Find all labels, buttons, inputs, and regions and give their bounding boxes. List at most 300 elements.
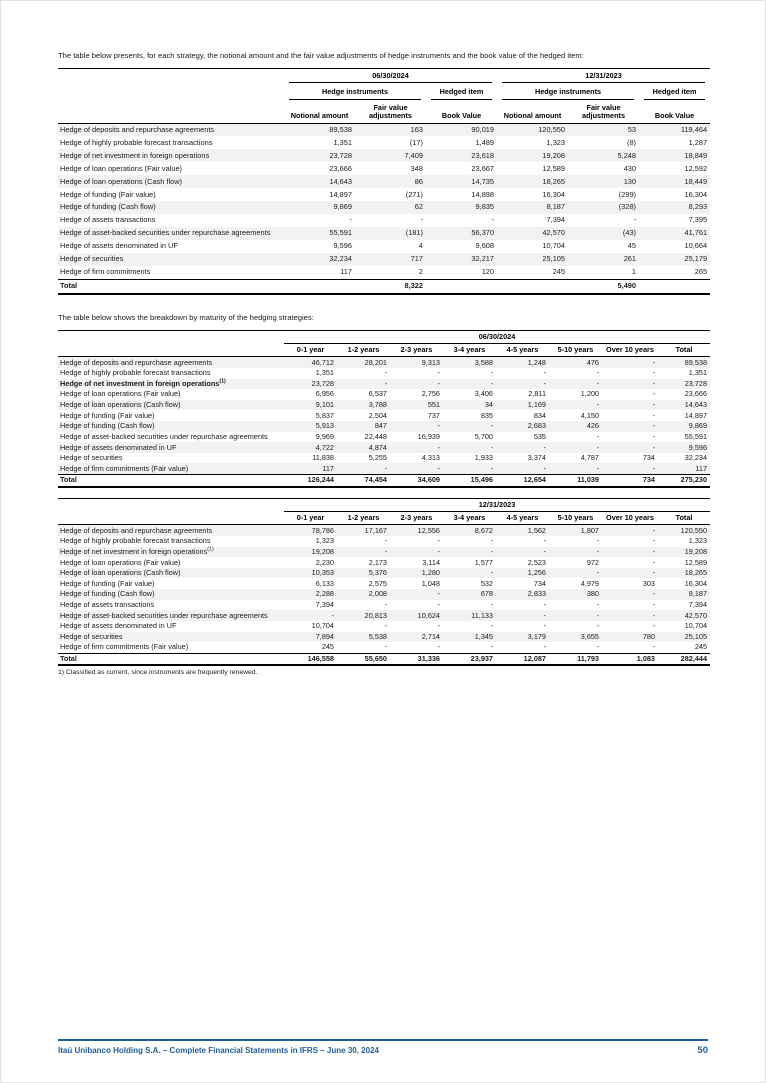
cell-value: 23,728 [311,378,334,388]
cell-value: 6,956 [315,389,334,399]
row-label [58,642,284,653]
cell-value: 41,761 [684,228,708,238]
cell-value: 7,394 [688,599,708,609]
cell-value: 25,179 [684,254,708,264]
cell-value: - [490,421,493,431]
cell-value: 18,265 [684,568,708,578]
row-label-text: Hedge of assets transactions [60,599,155,609]
row-label [58,240,284,253]
row-label [58,536,284,547]
row-label [58,201,284,214]
cell-value: 23,666 [684,389,708,399]
cell-value: 4,979 [580,578,599,588]
cell-value: - [652,621,655,631]
column-header: Book Value [639,102,710,123]
period-label: 06/30/2024 [289,71,492,83]
row-label-text: Hedge of funding (Fair value) [60,410,155,420]
cell-value: - [384,536,387,546]
table-row [58,175,710,188]
cell-value: 2,008 [368,589,387,599]
cell-value: 120 [481,267,495,277]
cell-value: 3,655 [580,631,599,641]
cell-value: 426 [586,421,599,431]
total-value: 126,244 [284,475,337,487]
row-label [58,453,284,464]
corner-blank [58,498,284,511]
row-label-text: Hedge of funding (Cash flow) [60,202,156,212]
cell-value: 56,370 [471,228,495,238]
total-value: 1,083 [602,653,658,665]
cell-value: - [490,621,493,631]
row-label [58,214,284,227]
cell-value: - [384,368,387,378]
cell-value: 32,234 [684,453,708,463]
row-label-text: Hedge of loan operations (Fair value) [60,163,183,173]
column-header-row [58,512,710,525]
row-label [58,162,284,175]
cell-value: - [543,536,546,546]
column-header: 1-2 years [337,343,390,356]
total-value [639,279,710,293]
cell-value: 1,200 [580,389,599,399]
cell-value: 117 [340,267,352,277]
row-label [58,589,284,600]
column-header: Total [658,512,710,525]
cell-value: - [543,546,546,556]
cell-value: - [652,599,655,609]
maturity-table-12-31-2023 [58,498,710,667]
column-header-row [58,102,710,123]
table-row [58,240,710,253]
column-header: 5-10 years [549,343,602,356]
cell-value: - [437,546,440,556]
cell-value: 19,208 [684,546,708,556]
row-label [58,149,284,162]
table1-caption: The table below presents, for each strategy, the notional amount and the fair value adjustments of hedge instruments and the book value of the hedged item: [58,51,584,60]
cell-value: 1,248 [527,357,546,367]
cell-value: - [633,215,637,225]
cell-value: 10,664 [684,241,708,251]
cell-value: 1,933 [474,453,493,463]
cell-value: 53 [627,124,637,134]
cell-value: 34 [484,400,493,410]
cell-value: 20,813 [364,610,387,620]
footer-title: Itaú Unibanco Holding S.A. – Complete Financial Statements in IFRS – June 30, 2024 [58,1046,379,1055]
table-row [58,357,710,368]
cell-value: 4,787 [580,453,599,463]
cell-value: 6,133 [315,578,334,588]
cell-value: - [437,368,440,378]
table-row [58,253,710,266]
cell-value: 11,838 [312,453,334,463]
table-row [58,463,710,474]
cell-value: - [543,610,546,620]
row-label [58,357,284,368]
cell-value: - [596,568,599,578]
row-label-text: Hedge of funding (Fair value) [60,578,155,588]
cell-value: 1,287 [688,137,708,147]
cell-value: - [384,621,387,631]
cell-value: 55,591 [329,228,352,238]
corner-blank [58,69,284,86]
table-row [58,568,710,579]
cell-value: 5,255 [368,453,387,463]
cell-value: - [543,642,546,652]
cell-value: (271) [405,189,423,199]
row-label-text: Hedge of asset-backed securities under repurchase agreements [60,228,271,238]
cell-value: 2,811 [528,389,546,399]
cell-value: 2 [418,267,423,277]
cell-value: 476 [586,357,599,367]
row-label [58,547,284,558]
cell-value: 32,234 [329,254,352,264]
cell-value: 120,550 [680,525,708,535]
cell-value: 163 [410,124,423,134]
row-label-text: Hedge of loan operations (Cash flow) [60,400,181,410]
total-row [58,475,710,487]
cell-value: - [596,642,599,652]
cell-value: - [437,536,440,546]
cell-value: - [384,599,387,609]
period-header: 12/31/2023 [284,498,710,511]
cell-value: 117 [322,463,334,473]
group-header-row [58,85,710,101]
cell-value: - [652,642,655,652]
cell-value: 9,608 [475,241,495,251]
row-label [58,175,284,188]
group-label: Hedged item [431,87,492,99]
cell-value: 25,105 [684,631,708,641]
cell-value: 7,394 [546,215,566,225]
row-label [58,568,284,579]
total-label: Total [58,279,284,293]
footer-row [58,1045,708,1056]
cell-value: 261 [623,254,637,264]
table-row [58,123,710,136]
cell-value: - [652,400,655,410]
column-header: 4-5 years [496,512,549,525]
cell-value: - [596,368,599,378]
cell-value: - [490,378,493,388]
cell-value: 23,618 [471,150,495,160]
row-label [58,600,284,611]
row-label-text: Hedge of loan operations (Fair value) [60,557,181,567]
cell-value: 5,700 [474,431,493,441]
column-header: Notional amount [497,102,568,123]
cell-value: 9,869 [688,421,708,431]
period-header-row [58,69,710,86]
cell-value: 5,248 [617,150,637,160]
cell-value: 972 [586,557,599,567]
table-row [58,557,710,568]
row-label [58,266,284,279]
corner-blank [58,102,284,123]
corner-blank [58,343,284,356]
cell-value: - [652,568,655,578]
cell-value: - [490,536,493,546]
total-value: 11,793 [549,653,602,665]
table-row [58,600,710,611]
period-label: 12/31/2023 [502,71,705,83]
footnote-ref: (1) [207,546,214,553]
cell-value: 1,489 [475,137,495,147]
cell-value: 1,807 [580,525,599,535]
cell-value: - [652,431,655,441]
cell-value: 25,105 [542,254,566,264]
row-label [58,421,284,432]
cell-value: 9,596 [688,442,708,452]
cell-value: 46,712 [311,357,334,367]
cell-value: 12,556 [417,525,440,535]
row-label [58,525,284,536]
row-label [58,463,284,474]
cell-value: - [384,463,387,473]
cell-value: - [490,642,493,652]
cell-value: (43) [622,228,637,238]
total-value: 146,558 [284,653,337,665]
total-value: 275,230 [658,475,710,487]
cell-value: - [490,368,493,378]
cell-value: 7,395 [688,215,708,225]
total-value: 12,654 [496,475,549,487]
table-row [58,421,710,432]
row-label-text: Hedge of funding (Cash flow) [60,589,155,599]
cell-value: 28,201 [364,357,387,367]
cell-value: 245 [321,642,334,652]
cell-value: 18,849 [684,150,708,160]
cell-value: - [596,610,599,620]
cell-value: - [596,442,599,452]
row-label-text: Hedge of highly probable forecast transactions [60,137,213,147]
cell-value: 78,786 [311,525,334,535]
cell-value: 1,577 [474,557,493,567]
cell-value: 245 [694,642,708,652]
cell-value: 12,592 [684,163,708,173]
period-header: 06/30/2024 [284,330,710,343]
cell-value: 847 [374,421,387,431]
cell-value: 1,256 [527,568,546,578]
row-label [58,389,284,400]
cell-value: - [652,525,655,535]
cell-value: 678 [480,589,493,599]
cell-value: 10,624 [417,610,440,620]
cell-value: - [384,546,387,556]
cell-value: - [652,546,655,556]
cell-value: 2,230 [315,557,334,567]
row-label-text: Hedge of highly probable forecast transactions [60,368,211,378]
cell-value: 551 [427,400,440,410]
cell-value: - [652,421,655,431]
cell-value: 10,704 [542,241,566,251]
row-label-text: Hedge of loan operations (Fair value) [60,389,181,399]
column-header: 2-3 years [390,512,443,525]
cell-value: 23,666 [329,163,352,173]
column-header: 3-4 years [443,512,496,525]
table-row [58,149,710,162]
footnote-ref: (1) [219,378,226,385]
cell-value: 8,187 [546,202,566,212]
cell-value: 1,351 [333,137,352,147]
row-label [58,410,284,421]
total-value: 55,650 [337,653,390,665]
column-header-row [58,343,710,356]
table-row [58,442,710,453]
cell-value: 16,304 [684,578,708,588]
table-row [58,589,710,600]
row-label [58,379,284,390]
cell-value: 14,643 [329,176,352,186]
row-label-text: Hedge of securities [60,631,123,641]
row-label [58,188,284,201]
cell-value: - [543,378,546,388]
cell-value: 1 [631,267,637,277]
row-label [58,432,284,443]
cell-value: 1,323 [688,536,708,546]
total-value: 11,039 [549,475,602,487]
cell-value: - [652,378,655,388]
cell-value: - [384,642,387,652]
column-header: 0-1 year [284,343,337,356]
table-row [58,432,710,443]
table-row [58,632,710,643]
cell-value: 717 [410,254,423,264]
cell-value: 1,048 [421,578,440,588]
row-label-text: Hedge of securities [60,453,123,463]
group-label: Hedge instruments [289,87,421,99]
row-label-text: Hedge of net investment in foreign operations [60,546,208,556]
cell-value: 4,722 [315,442,334,452]
total-value [426,279,497,293]
total-row [58,279,710,293]
cell-value: 16,939 [417,431,440,441]
cell-value: 532 [480,578,493,588]
group-header [497,85,639,101]
row-label-text: Hedge of assets denominated in UF [60,241,178,251]
cell-value: 1,169 [527,400,546,410]
cell-value: - [596,599,599,609]
total-value: 8,322 [355,279,426,293]
row-label-text: Hedge of firm commitments (Fair value) [60,642,189,652]
column-header: Fair value adjustments [355,102,426,123]
total-value: 15,496 [443,475,496,487]
page-number: 50 [697,1045,708,1056]
cell-value: 380 [586,589,599,599]
cell-value: 303 [642,578,655,588]
cell-value: 23,667 [471,163,495,173]
cell-value: 10,704 [311,621,334,631]
cell-value: 130 [623,176,637,186]
cell-value: - [543,368,546,378]
row-label-text: Hedge of assets denominated in UF [60,621,177,631]
table-row [58,266,710,279]
cell-value: 1,345 [474,631,493,641]
cell-value: 7,894 [315,631,334,641]
cell-value: 7,394 [315,599,334,609]
group-header [426,85,497,101]
cell-value: 55,591 [684,431,708,441]
total-value: 282,444 [658,653,710,665]
cell-value: - [437,378,440,388]
total-label: Total [58,653,284,665]
cell-value: 16,304 [684,189,708,199]
cell-value: 245 [552,267,566,277]
row-label-text: Hedge of deposits and repurchase agreements [60,124,215,134]
cell-value: 14,897 [684,410,708,420]
column-header: Over 10 years [602,512,658,525]
cell-value: 4 [418,241,423,251]
row-label-text: Hedge of securities [60,254,124,264]
table-row [58,389,710,400]
cell-value: 2,504 [368,410,387,420]
cell-value: 1,280 [421,568,440,578]
cell-value: 14,897 [329,189,352,199]
table-row [58,610,710,621]
cell-value: - [437,599,440,609]
cell-value: - [652,368,655,378]
cell-value: 2,575 [368,578,387,588]
cell-value: - [596,463,599,473]
footnote: 1) Classified as current, since instruments are frequently renewed. [58,669,258,677]
cell-value: - [384,378,387,388]
corner-blank [58,330,284,343]
cell-value: 4,313 [421,453,440,463]
maturity-caption: The table below shows the breakdown by maturity of the hedging strategies: [58,312,314,322]
cell-value: 2,756 [421,389,440,399]
cell-value: 9,101 [315,400,334,410]
table-row [58,453,710,464]
cell-value: 3,588 [474,357,493,367]
total-value: 23,937 [443,653,496,665]
cell-value: 734 [642,453,655,463]
cell-value: (17) [409,137,423,147]
cell-value: 780 [642,631,655,641]
column-header: Notional amount [284,102,355,123]
cell-value: - [652,557,655,567]
cell-value: 120,550 [538,124,566,134]
cell-value: 2,714 [421,631,440,641]
cell-value: 90,019 [471,124,495,134]
total-value [284,279,355,293]
cell-value: 737 [427,410,440,420]
row-label [58,442,284,453]
cell-value: 42,570 [542,228,566,238]
cell-value: 1,323 [546,137,566,147]
cell-value: 8,672 [474,525,493,535]
row-label-text: Hedge of net investment in foreign operations [60,150,210,160]
cell-value: 119,464 [680,124,708,134]
cell-value: - [543,599,546,609]
cell-value: - [490,599,493,609]
corner-blank [58,512,284,525]
row-label [58,400,284,411]
table-row [58,547,710,558]
table-row [58,379,710,390]
row-label [58,621,284,632]
cell-value: - [437,463,440,473]
cell-value: - [596,536,599,546]
total-value: 12,087 [496,653,549,665]
table-row [58,136,710,149]
row-label-text: Hedge of deposits and repurchase agreements [60,525,213,535]
cell-value: 5,913 [315,421,334,431]
cell-value: 8,293 [688,202,708,212]
cell-value: - [490,568,493,578]
cell-value: 18,449 [684,176,708,186]
cell-value: 3,374 [527,453,546,463]
cell-value: 86 [414,176,423,186]
cell-value: 10,353 [311,568,334,578]
cell-value: - [596,400,599,410]
